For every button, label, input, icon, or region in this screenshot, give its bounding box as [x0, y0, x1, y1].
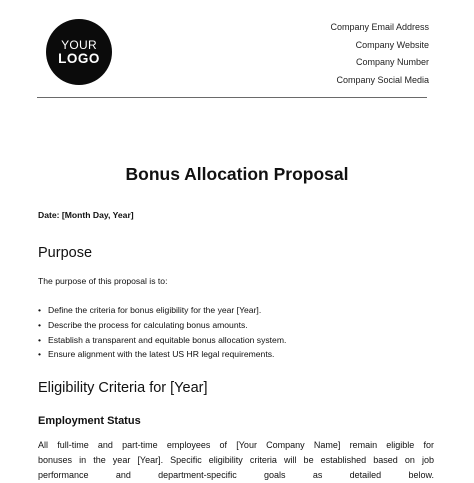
bullet-icon: •: [38, 305, 42, 315]
bullet-icon: •: [38, 349, 42, 360]
paragraph-line: performance and department-specific goals as detailed below.: [38, 470, 434, 480]
company-logo: [46, 19, 112, 85]
contact-social: Company Social Media: [336, 74, 429, 85]
list-item: [38, 318, 286, 333]
employment-status-paragraph: [38, 438, 434, 483]
bullet-text: Establish a transparent and equitable bonus allocation system.: [48, 334, 287, 345]
purpose-intro: The purpose of this proposal is to:: [38, 276, 168, 286]
bullet-text: Define the criteria for bonus eligibility for the year [Year].: [48, 305, 262, 315]
bullet-icon: •: [38, 319, 42, 330]
bullet-icon: •: [38, 334, 42, 345]
purpose-heading: Purpose: [38, 245, 93, 261]
paragraph-line: bonuses in the year [Year]. Specific eligibility criteria will be established based on job: [38, 455, 434, 465]
logo-line-1: YOUR: [61, 37, 97, 52]
eligibility-heading: Eligibility Criteria for [Year]: [38, 380, 208, 396]
contact-website: Company Website: [355, 39, 429, 50]
contact-number: Company Number: [355, 57, 429, 67]
document-date: Date: [Month Day, Year]: [38, 210, 134, 220]
logo-line-2: LOGO: [58, 50, 100, 66]
contact-email: Company Email Address: [330, 22, 429, 32]
employment-status-heading: Employment Status: [38, 415, 141, 427]
paragraph-line: All full-time and part-time employees of [Your Company Name] remain eligible for: [38, 440, 434, 450]
document-title: Bonus Allocation Proposal: [125, 164, 349, 184]
contact-block: [330, 19, 429, 89]
list-item: [38, 347, 286, 362]
header-divider: [37, 97, 427, 98]
list-item: [38, 333, 286, 348]
bullet-text: Describe the process for calculating bonus amounts.: [48, 319, 248, 330]
list-item: [38, 303, 286, 318]
bullet-text: Ensure alignment with the latest US HR legal requirements.: [48, 349, 275, 360]
purpose-bullet-list: [38, 303, 286, 362]
